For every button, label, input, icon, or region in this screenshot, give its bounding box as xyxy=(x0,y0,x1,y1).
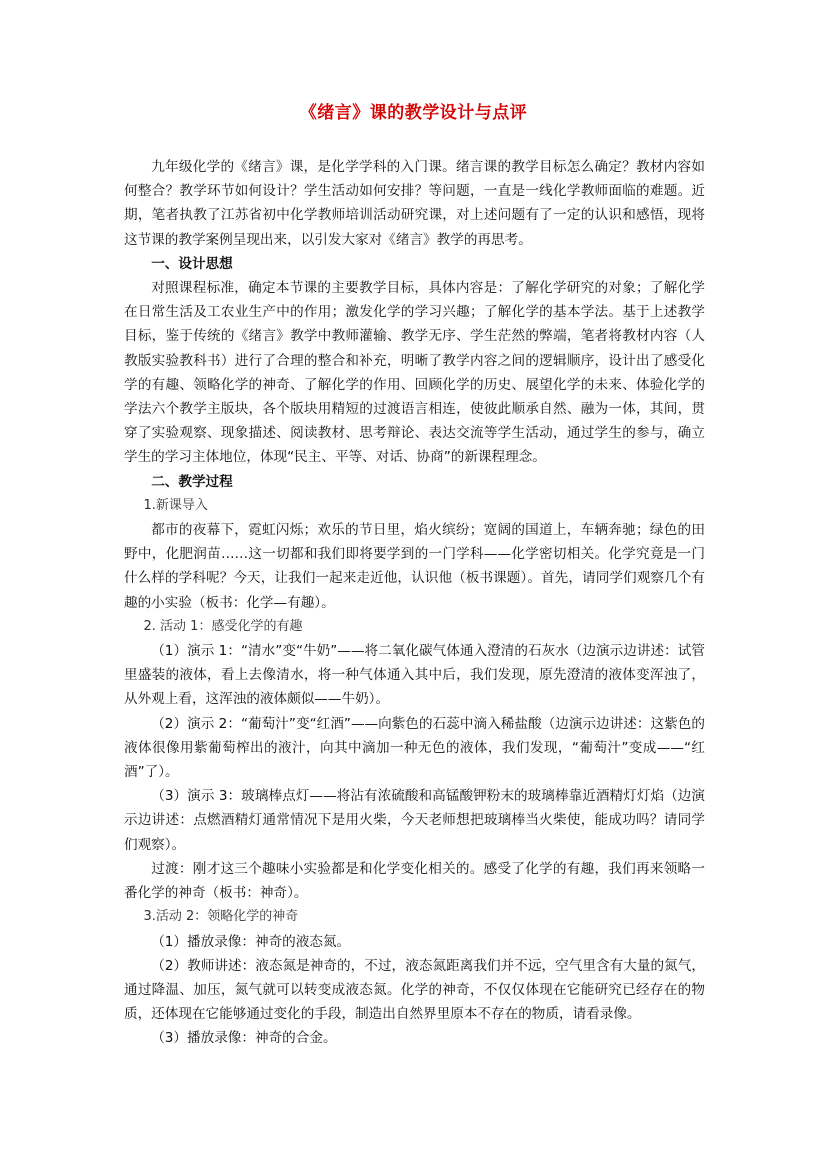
body-paragraph: （3）播放录像：神奇的合金。 xyxy=(151,1030,337,1047)
body-paragraph: （2）教师讲述：液态氮是神奇的，不过，液态氮距离我们并不远，空气里含有大量的氮气，通过降温、加压，氮气就可以转变成液态氮。化学的神奇，不仅仅体现在它能研究已经存在的物质，还体现在它能够通过变化的手段，制造出自然界里原本不存在的物质，请看录像。 xyxy=(124,957,705,1023)
section-heading: 一、设计思想 xyxy=(151,255,233,272)
body-paragraph: 过渡：刚才这三个趣味小实验都是和化学变化相关的。感受了化学的有趣，我们再来领略一番化学的神奇（板书：神奇）。 xyxy=(124,860,705,902)
subsection-heading: 3.活动 2：领略化学的神奇 xyxy=(143,909,299,925)
body-paragraph: （3）演示 3：玻璃棒点灯——将沾有浓硫酸和高锰酸钾粉末的玻璃棒靠近酒精灯灯焰（边演示边讲述：点燃酒精灯通常情况下是用火柴，今天老师想把玻璃棒当火柴使，能成功吗？请同学们观察）。 xyxy=(124,788,705,853)
body-paragraph: （1）播放录像：神奇的液态氮。 xyxy=(151,933,351,950)
document-body xyxy=(124,155,705,1051)
body-paragraph: （2）演示 2：“葡萄汁”变“红酒”——向紫色的石蕊中滴入稀盐酸（边演示边讲述：这紫色的液体很像用紫葡萄榨出的液汁，向其中滴加一种无色的液体，我们发现，“葡萄汁”变成——“红酒”了）。 xyxy=(124,715,705,781)
subsection-heading: 2. 活动 1：感受化学的有趣 xyxy=(143,618,303,634)
subsection-heading: 1.新课导入 xyxy=(143,497,208,513)
body-paragraph: 九年级化学的《绪言》课，是化学学科的入门课。绪言课的教学目标怎么确定？教材内容如何整合？教学环节如何设计？学生活动如何安排？等问题，一直是一线化学教师面临的难题。近期，笔者执教了江苏省初中化学教师培训活动研究课，对上述问题有了一定的认识和感悟，现将这节课的教学案例呈现出来，以引发大家对《绪言》教学的再思考。 xyxy=(124,159,705,248)
body-paragraph: （1）演示 1：“清水”变“牛奶”——将二氧化碳气体通入澄清的石灰水（边演示边讲述：试管里盛装的液体，看上去像清水，将一种气体通入其中后，我们发现，原先澄清的液体变浑浊了，从外观上看，这浑浊的液体颇似——牛奶）。 xyxy=(124,643,705,708)
document-title: 《绪言》课的教学设计与点评 xyxy=(299,103,528,123)
body-paragraph: 对照课程标准，确定本节课的主要教学目标，具体内容是：了解化学研究的对象；了解化学在日常生活及工农业生产中的作用；激发化学的学习兴趣；了解化学的基本学法。基于上述教学目标，鉴于传统的《绪言》教学中教师灌输、教学无序、学生茫然的弊端，笔者将教材内容（人教版实验教科书）进行了合理的整合和补充，明晰了教学内容之间的逻辑顺序，设计出了感受化学的有趣、领略化学的神奇、了解化学的作用、回顾化学的历史、展望化学的未来、体验化学的学法六个教学主版块，各个版块用精短的过渡语言相连，使彼此顺承自然、融为一体，其间，贯穿了实验观察、现象描述、阅读教材、思考辩论、表达交流等学生活动，通过学生的参与，确立学生的学习主体地位，体现“民主、平等、对话、协商”的新课程理念。 xyxy=(124,280,705,466)
body-paragraph: 都市的夜幕下，霓虹闪烁；欢乐的节日里，焰火缤纷；宽阔的国道上，车辆奔驰；绿色的田野中，化肥润苗……这一切都和我们即将要学到的一门学科——化学密切相关。化学究竟是一门什么样的学科呢？今天，让我们一起来走近他，认识他（板书课题）。首先，请同学们观察几个有趣的小实验（板书：化学—有趣）。 xyxy=(124,522,705,611)
section-heading: 二、教学过程 xyxy=(151,473,233,490)
